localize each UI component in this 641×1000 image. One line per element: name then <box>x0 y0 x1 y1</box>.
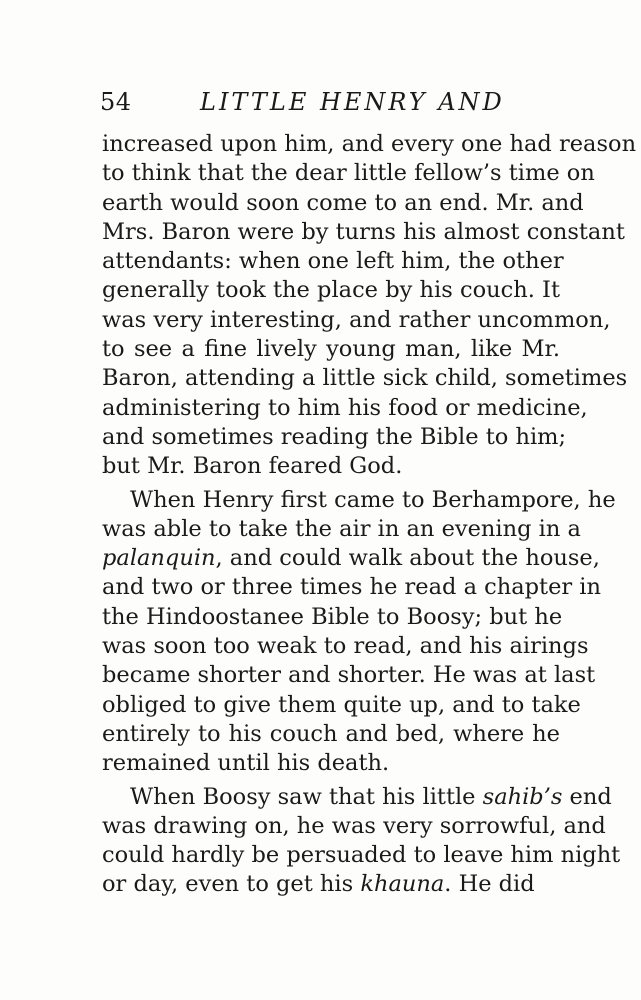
text-run: the Hindoostanee Bible to Boosy; but he <box>102 603 563 630</box>
text-line <box>102 870 560 899</box>
text-run: obliged to give them quite up, and to take <box>102 691 581 718</box>
text-run: to see a fine lively young man, like Mr. <box>102 336 560 363</box>
text-line <box>102 423 567 452</box>
text-run: attendants: when one left him, the other <box>102 248 564 275</box>
text-line <box>102 603 563 632</box>
text-line <box>102 632 589 661</box>
page-number: 54 <box>100 88 132 116</box>
text-run: or day, even to get his <box>102 871 361 898</box>
text-run: became shorter and shorter. He was at last <box>102 662 596 689</box>
text-run: , and could walk about the house, <box>215 545 600 572</box>
text-line <box>102 661 596 690</box>
text-run: and two or three times he read a chapter in <box>102 574 601 601</box>
text-run: and sometimes reading the Bible to him; <box>102 423 567 450</box>
text-line <box>102 783 612 812</box>
text-run: end <box>562 783 612 810</box>
text-line <box>102 841 621 870</box>
text-line <box>102 130 637 159</box>
text-run: was able to take the air in an evening in a <box>102 515 581 542</box>
text-run: . He did <box>444 871 535 898</box>
text-line <box>102 306 611 335</box>
text-run: entirely to his couch and bed, where he <box>102 720 560 747</box>
text-run: Mrs. Baron were by turns his almost constant <box>102 218 625 245</box>
text-line <box>102 335 560 364</box>
text-run: generally took the place by his couch. It <box>102 277 560 304</box>
text-line <box>102 544 600 573</box>
running-head <box>100 84 562 120</box>
text-line <box>102 218 625 247</box>
text-run: When Henry first came to Berhampore, he <box>130 486 616 513</box>
text-run: was very interesting, and rather uncommon, <box>102 306 611 333</box>
text-run: was soon too weak to read, and his airings <box>102 633 589 660</box>
text-line <box>102 720 560 749</box>
text-run: administering to him his food or medicine, <box>102 394 588 421</box>
text-line <box>102 452 560 481</box>
text-run: increased upon him, and every one had reason <box>102 131 637 157</box>
text-line <box>102 573 601 602</box>
italic-word: palanquin <box>102 545 216 572</box>
text-line <box>102 247 564 276</box>
paragraph <box>102 783 621 900</box>
text-run: remained until his death. <box>102 750 390 777</box>
text-run: to think that the dear little fellow’s time on <box>102 160 595 187</box>
text-line <box>102 394 588 423</box>
text-run: could hardly be persuaded to leave him night <box>102 842 621 869</box>
paragraph <box>102 130 637 482</box>
running-title: LITTLE HENRY AND <box>200 88 505 116</box>
italic-word: sahib’s <box>482 783 563 810</box>
text-line <box>102 189 584 218</box>
text-line <box>102 812 606 841</box>
text-line <box>102 691 581 720</box>
text-line <box>102 276 560 305</box>
paragraph <box>102 486 616 779</box>
text-run: When Boosy saw that his little <box>130 783 483 810</box>
text-run: Baron, attending a little sick child, sometimes <box>102 365 628 392</box>
text-line <box>102 486 616 515</box>
body-text <box>102 130 637 900</box>
text-run: was drawing on, he was very sorrowful, and <box>102 812 606 839</box>
text-line <box>102 159 595 188</box>
text-line <box>102 515 581 544</box>
italic-word: khauna <box>360 871 445 898</box>
text-line <box>102 749 560 778</box>
text-run: earth would soon come to an end. Mr. and <box>102 189 584 216</box>
text-run: but Mr. Baron feared God. <box>102 453 403 480</box>
text-line <box>102 364 628 393</box>
